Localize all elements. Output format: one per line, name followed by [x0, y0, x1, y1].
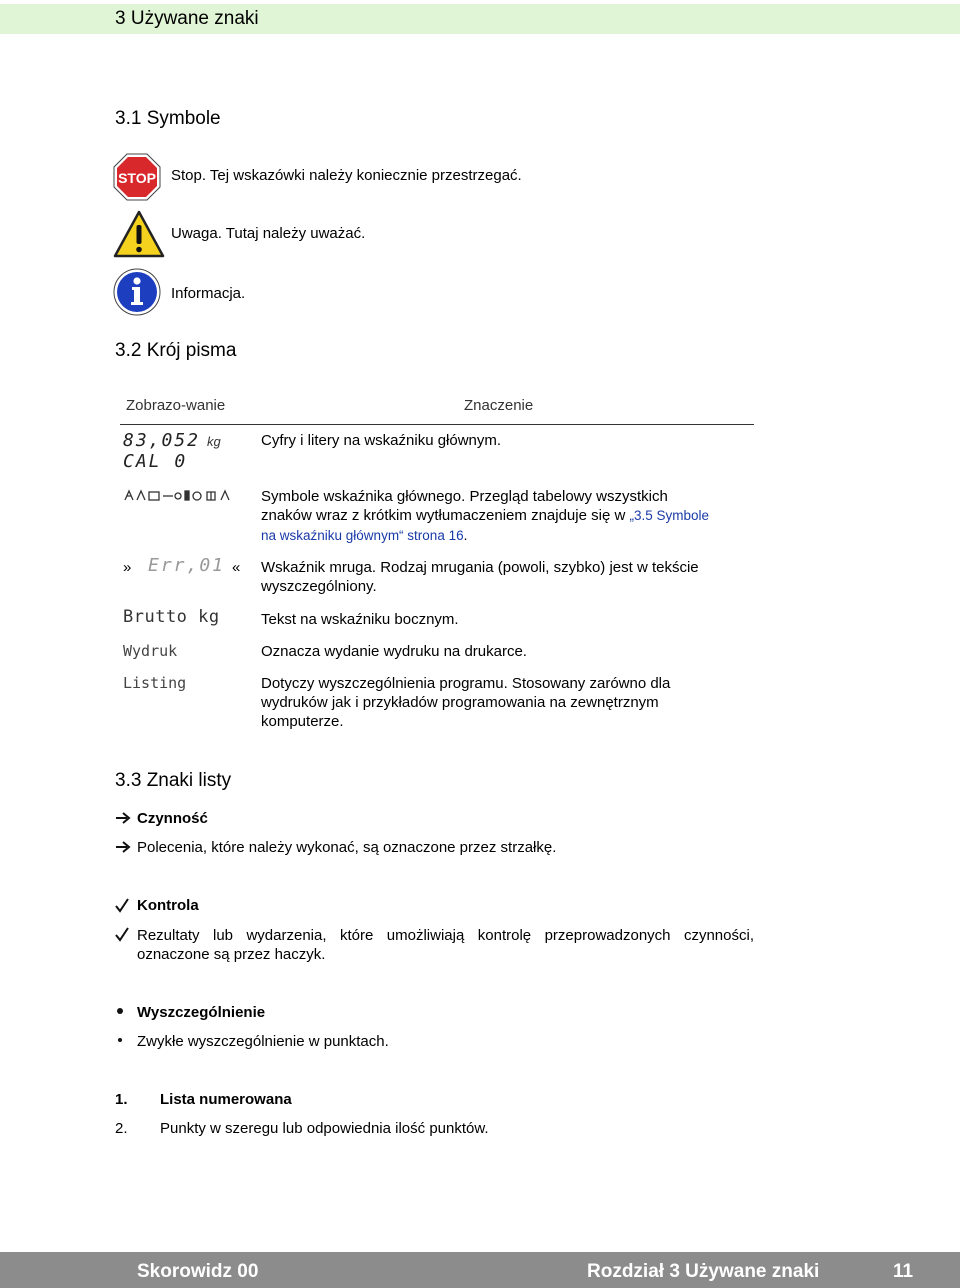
row6-meaning-line1: Dotyczy wyszczególnienia programu. Stosowany zarówno dla — [261, 675, 671, 692]
row4-meaning: Tekst na wskaźniku bocznym. — [261, 611, 459, 628]
row2-meaning-line2 — [261, 506, 709, 525]
warning-icon — [113, 210, 165, 258]
lcd-cal: CAL 0 — [123, 451, 188, 472]
bullet-heading: Wyszczególnienie — [137, 1004, 266, 1021]
row2-text: znaków wraz z krótkim wytłumaczeniem znajduje się w — [261, 507, 626, 524]
page-footer — [0, 1252, 960, 1288]
lcd-error: Err,01 — [148, 555, 226, 576]
arrow-text: Polecenia, które należy wykonać, są oznaczone przez strzałkę. — [137, 839, 557, 856]
section-3-2-title: 3.2 Krój pisma — [115, 340, 237, 361]
info-icon — [113, 268, 161, 316]
section-3-1-title: 3.1 Symbole — [115, 108, 221, 129]
row3-meaning-line1: Wskaźnik mruga. Rodzaj mrugania (powoli, szybko) jest w tekście — [261, 559, 699, 576]
check-heading: Kontrola — [137, 897, 199, 914]
bullet-icon — [118, 1038, 122, 1042]
row2-meaning-line1: Symbole wskaźnika głównego. Przegląd tabelowy wszystkich — [261, 488, 668, 505]
blink-left-mark: » — [123, 559, 132, 576]
table-divider — [120, 424, 754, 425]
reference-link-cont[interactable]: na wskaźniku głównym“ strona 16 — [261, 528, 464, 543]
reference-link[interactable]: „3.5 Symbole — [629, 508, 710, 523]
numbered-index-1: 1. — [115, 1091, 128, 1108]
header-title: 3 Używane znaki — [115, 8, 259, 29]
footer-page-number: 11 — [893, 1261, 914, 1282]
numbered-heading: Lista numerowana — [160, 1091, 292, 1108]
warning-text: Uwaga. Tutaj należy uważać. — [171, 225, 366, 242]
print-sample: Wydruk — [123, 642, 178, 660]
column-header-display: Zobrazo-wanie — [126, 397, 226, 414]
stop-text: Stop. Tej wskazówki należy koniecznie przestrzegać. — [171, 167, 522, 184]
column-header-meaning: Znaczenie — [464, 397, 534, 414]
arrow-icon — [115, 811, 131, 825]
page-header — [0, 4, 960, 34]
footer-left: Skorowidz 00 — [137, 1261, 259, 1282]
section-3-3-title: 3.3 Znaki listy — [115, 770, 232, 791]
bullet-icon — [117, 1008, 123, 1014]
bullet-text: Zwykłe wyszczególnienie w punktach. — [137, 1033, 389, 1050]
checkmark-icon — [114, 926, 130, 942]
arrow-icon — [115, 840, 131, 854]
row3-meaning-line2: wyszczególniony. — [261, 578, 377, 595]
checkmark-icon — [114, 897, 130, 913]
row6-meaning-line2: wydruków jak i przykładów programowania na zewnętrznym — [261, 694, 659, 711]
info-text: Informacja. — [171, 285, 246, 302]
row2-period: . — [463, 528, 468, 543]
check-text-line1: Rezultaty lub wydarzenia, które umożliwiają kontrolę przeprowadzonych czynności, — [137, 927, 754, 944]
row6-meaning-line3: komputerze. — [261, 713, 344, 730]
footer-chapter: Rozdział 3 Używane znaki — [587, 1261, 820, 1282]
numbered-text: Punkty w szeregu lub odpowiednia ilość punktów. — [160, 1120, 489, 1137]
row1-meaning: Cyfry i litery na wskaźniku głównym. — [261, 432, 502, 449]
stop-icon-label: STOP — [118, 170, 156, 186]
side-display-text: Brutto kg — [123, 607, 220, 627]
numbered-index-2: 2. — [115, 1120, 128, 1137]
check-text-line2: oznaczone są przez haczyk. — [137, 946, 326, 963]
arrow-heading: Czynność — [137, 810, 208, 827]
row2-meaning-line3 — [261, 526, 467, 545]
blink-right-mark: « — [232, 559, 241, 576]
row5-meaning: Oznacza wydanie wydruku na drukarce. — [261, 643, 527, 660]
lcd-unit: kg — [207, 434, 221, 449]
display-symbols-icon — [123, 488, 233, 502]
lcd-weight: 83,052 — [123, 430, 201, 451]
listing-sample: Listing — [123, 674, 187, 692]
stop-icon — [113, 153, 161, 201]
